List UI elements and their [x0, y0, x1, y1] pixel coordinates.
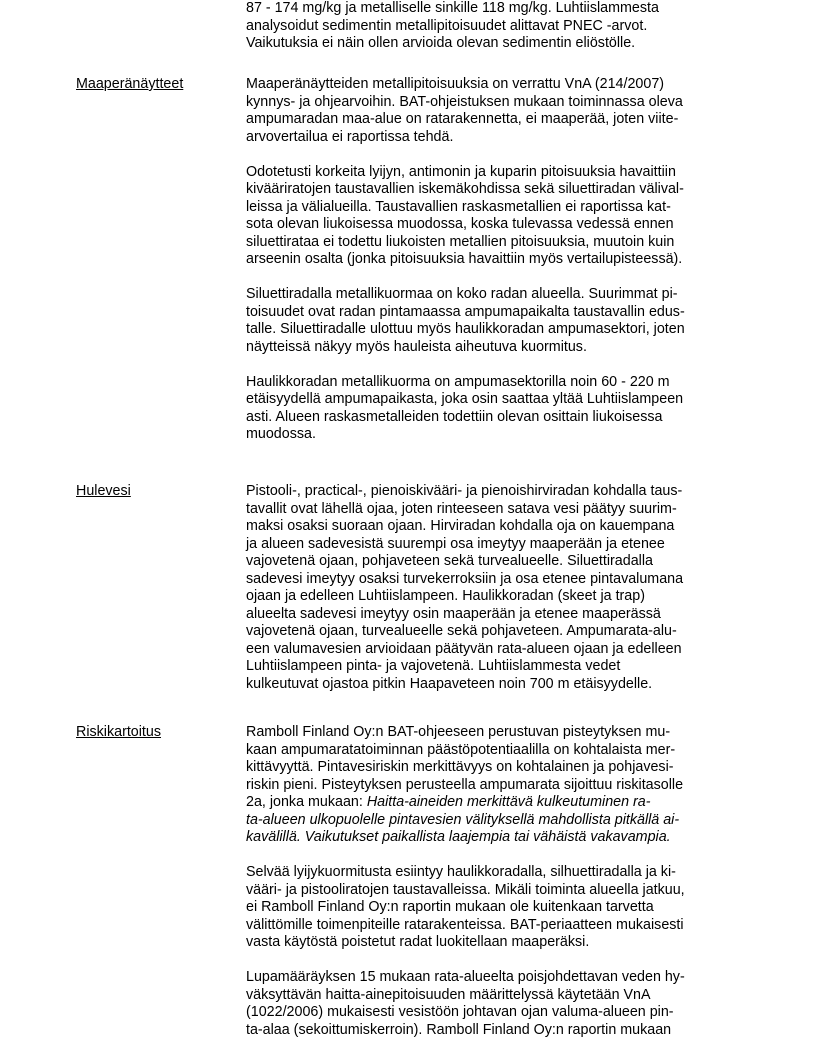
paragraph	[246, 374, 746, 444]
paragraph	[246, 164, 746, 269]
text-line: arvovertailua ei raportissa tehdä.	[246, 128, 454, 145]
text-line: Selvää lyijykuormitusta esiintyy haulikkoradalla, silhuettiradalla ja ki-	[246, 864, 676, 880]
section-label: Riskikartoitus	[76, 724, 162, 740]
text-line: vääri- ja pistooliratojen taustavalleissa. Mikäli toiminta alueella jatkuu,	[246, 881, 685, 898]
risk-level-description: Haitta-aineiden merkittävä kulkeutuminen ra-	[366, 794, 651, 810]
text-line: kittävyyttä. Pintavesiriskin merkittävyys on kohtalainen ja pohjavesi-	[246, 759, 674, 775]
paragraph	[246, 864, 746, 952]
text-line: ampumaradan maa-alue on ratarakennetta, ei maaperää, joten viite-	[246, 111, 679, 127]
section-label: Maaperänäytteet	[76, 76, 184, 92]
section-label: Hulevesi	[76, 483, 131, 499]
text-line: vasta käytöstä poistetut radat luokitellaan maaperäksi.	[246, 934, 590, 950]
text-line: välittömille toimenpiteille ratarakenteissa. BAT-periaatteen mukaisesti	[246, 916, 684, 933]
text-line: ta-alaa (sekoittumiskerroin). Ramboll Finland Oy:n raportin mukaan	[246, 1021, 672, 1038]
paragraph	[246, 969, 746, 1039]
text-line: Vaikutuksia ei näin ollen arvioida olevan sedimentin eliöstölle.	[246, 35, 636, 51]
text-line: Pistooli-, practical-, pienoiskivääri- ja pienoishirviradan kohdalla taus-	[246, 483, 683, 499]
text-line: Maaperänäytteiden metallipitoisuuksia on verrattu VnA (214/2007)	[246, 76, 665, 92]
text-line: toisuudet ovat radan pintamaassa ampumapaikalta taustavallin edus-	[246, 303, 685, 320]
paragraph	[246, 286, 746, 356]
text-line: sadevesi imeytyy osaksi turvekerroksiin ja osa etenee pintavalumana	[246, 570, 684, 587]
text-line: (1022/2006) mukaisesti vesistöön johtavan ojan valuma-alueen pin-	[246, 1004, 674, 1020]
text-line: kulkeutuvat ojastoa pitkin Haapaveteen noin 700 m etäisyydelle.	[246, 675, 653, 692]
italic-text-line: ta-alueen ulkopuolelle pintavesien välityksellä mahdollista pitkällä ai-	[246, 811, 680, 828]
text-line: ei Ramboll Finland Oy:n raportin mukaan ole kuitenkaan tarvetta	[246, 899, 654, 915]
text-line: Siluettiradalla metallikuormaa on koko radan alueella. Suurimmat pi-	[246, 286, 678, 302]
paragraph	[246, 483, 746, 693]
text-line: muodossa.	[246, 426, 316, 442]
risk-level-line	[246, 794, 746, 812]
text-line: analysoidut sedimentin metallipitoisuudet alittavat PNEC -arvot.	[246, 17, 648, 34]
text-line: etäisyydellä ampumapaikasta, joka osin saattaa yltää Luhtiislampeen	[246, 391, 684, 407]
text-line: arseenin osalta (jonka pitoisuuksia havaittiin myös vertailupisteessä).	[246, 251, 683, 267]
text-line: asti. Alueen raskasmetalleiden todettiin olevan osittain liukoisessa	[246, 408, 663, 425]
text-line: vajovetenä ojaan, pohjaveteen sekä turvealueelle. Siluettiradalla	[246, 553, 653, 569]
text-line: Odotetusti korkeita lyijyn, antimonin ja kuparin pitoisuuksia havaittiin	[246, 163, 676, 180]
text-line: kivääriratojen taustavallien iskemäkohdissa sekä siluettiradan välival-	[246, 181, 684, 197]
text-line: vajovetenä ojaan, turvealueelle sekä pohjaveteen. Ampumarata-alu-	[246, 623, 677, 639]
intro-content	[246, 0, 746, 53]
text-line: Ramboll Finland Oy:n BAT-ohjeeseen perustuvan pisteytyksen mu-	[246, 724, 671, 740]
text-line: siluettirataa ei todettu liukoisten metallien pitoisuuksia, muutoin kuin	[246, 233, 675, 250]
text-line: 87 - 174 mg/kg ja metalliselle sinkille 118 mg/kg. Luhtiislammesta	[246, 0, 659, 16]
text-line: alueelta sadevesi imeytyy osin maaperään ja etenee maaperässä	[246, 605, 661, 622]
text-line: kynnys- ja ohjearvoihin. BAT-ohjeistuksen mukaan toiminnassa oleva	[246, 93, 683, 110]
text-line: tavallit ovat lähellä ojaa, joten rinteeseen satava vesi päätyy suurim-	[246, 500, 677, 517]
text-line: kaan ampumaratatoiminnan päästöpotentiaalilla on kohtalaista mer-	[246, 741, 676, 758]
text-line: een valumavesien arvioidaan päätyvän rata-alueen ojaan ja edelleen	[246, 640, 682, 657]
section-content	[246, 76, 746, 444]
text-line: talle. Siluettiradalle ulottuu myös haulikkoradan ampumasektori, joten	[246, 321, 685, 337]
section-content	[246, 483, 746, 693]
text-line: maksi osaksi suoraan ojaan. Hirviradan kohdalla oja on kauempana	[246, 518, 675, 534]
paragraph	[246, 724, 746, 847]
paragraph	[246, 76, 746, 146]
section-content	[246, 724, 746, 1039]
text-line: Haulikkoradan metallikuorma on ampumasektorilla noin 60 - 220 m	[246, 373, 670, 390]
text-line: leissa ja välialueilla. Taustavallien raskasmetallien ei raportissa kat-	[246, 198, 671, 215]
text-line: näytteissä näkyy myös hauleista aiheutuva kuormitus.	[246, 338, 587, 355]
risk-level-prefix: 2a, jonka mukaan:	[246, 794, 367, 810]
text-line: ojaan ja edelleen Luhtiislampeen. Haulikkoradan (skeet ja trap)	[246, 588, 645, 604]
text-line: sota olevan liukoisessa muodossa, koska tulevassa vedessä ennen	[246, 216, 674, 232]
text-line: Luhtiislampeen pinta- ja vajovetenä. Luhtiislammesta vedet	[246, 658, 621, 674]
text-line: ja alueen sadevesistä suurempi osa imeytyy maaperään ja etenee	[246, 535, 665, 552]
text-line: Lupamääräyksen 15 mukaan rata-alueelta poisjohdettavan veden hy-	[246, 969, 685, 985]
text-line: väksyttävän haitta-ainepitoisuuden määrittelyssä käytetään VnA	[246, 986, 651, 1003]
text-line: riskin pieni. Pisteytyksen perusteella ampumarata sijoittuu riskitasolle	[246, 776, 684, 793]
italic-text-line: kavälillä. Vaikutukset paikallista laajempia tai vähäistä vakavampia.	[246, 829, 671, 845]
